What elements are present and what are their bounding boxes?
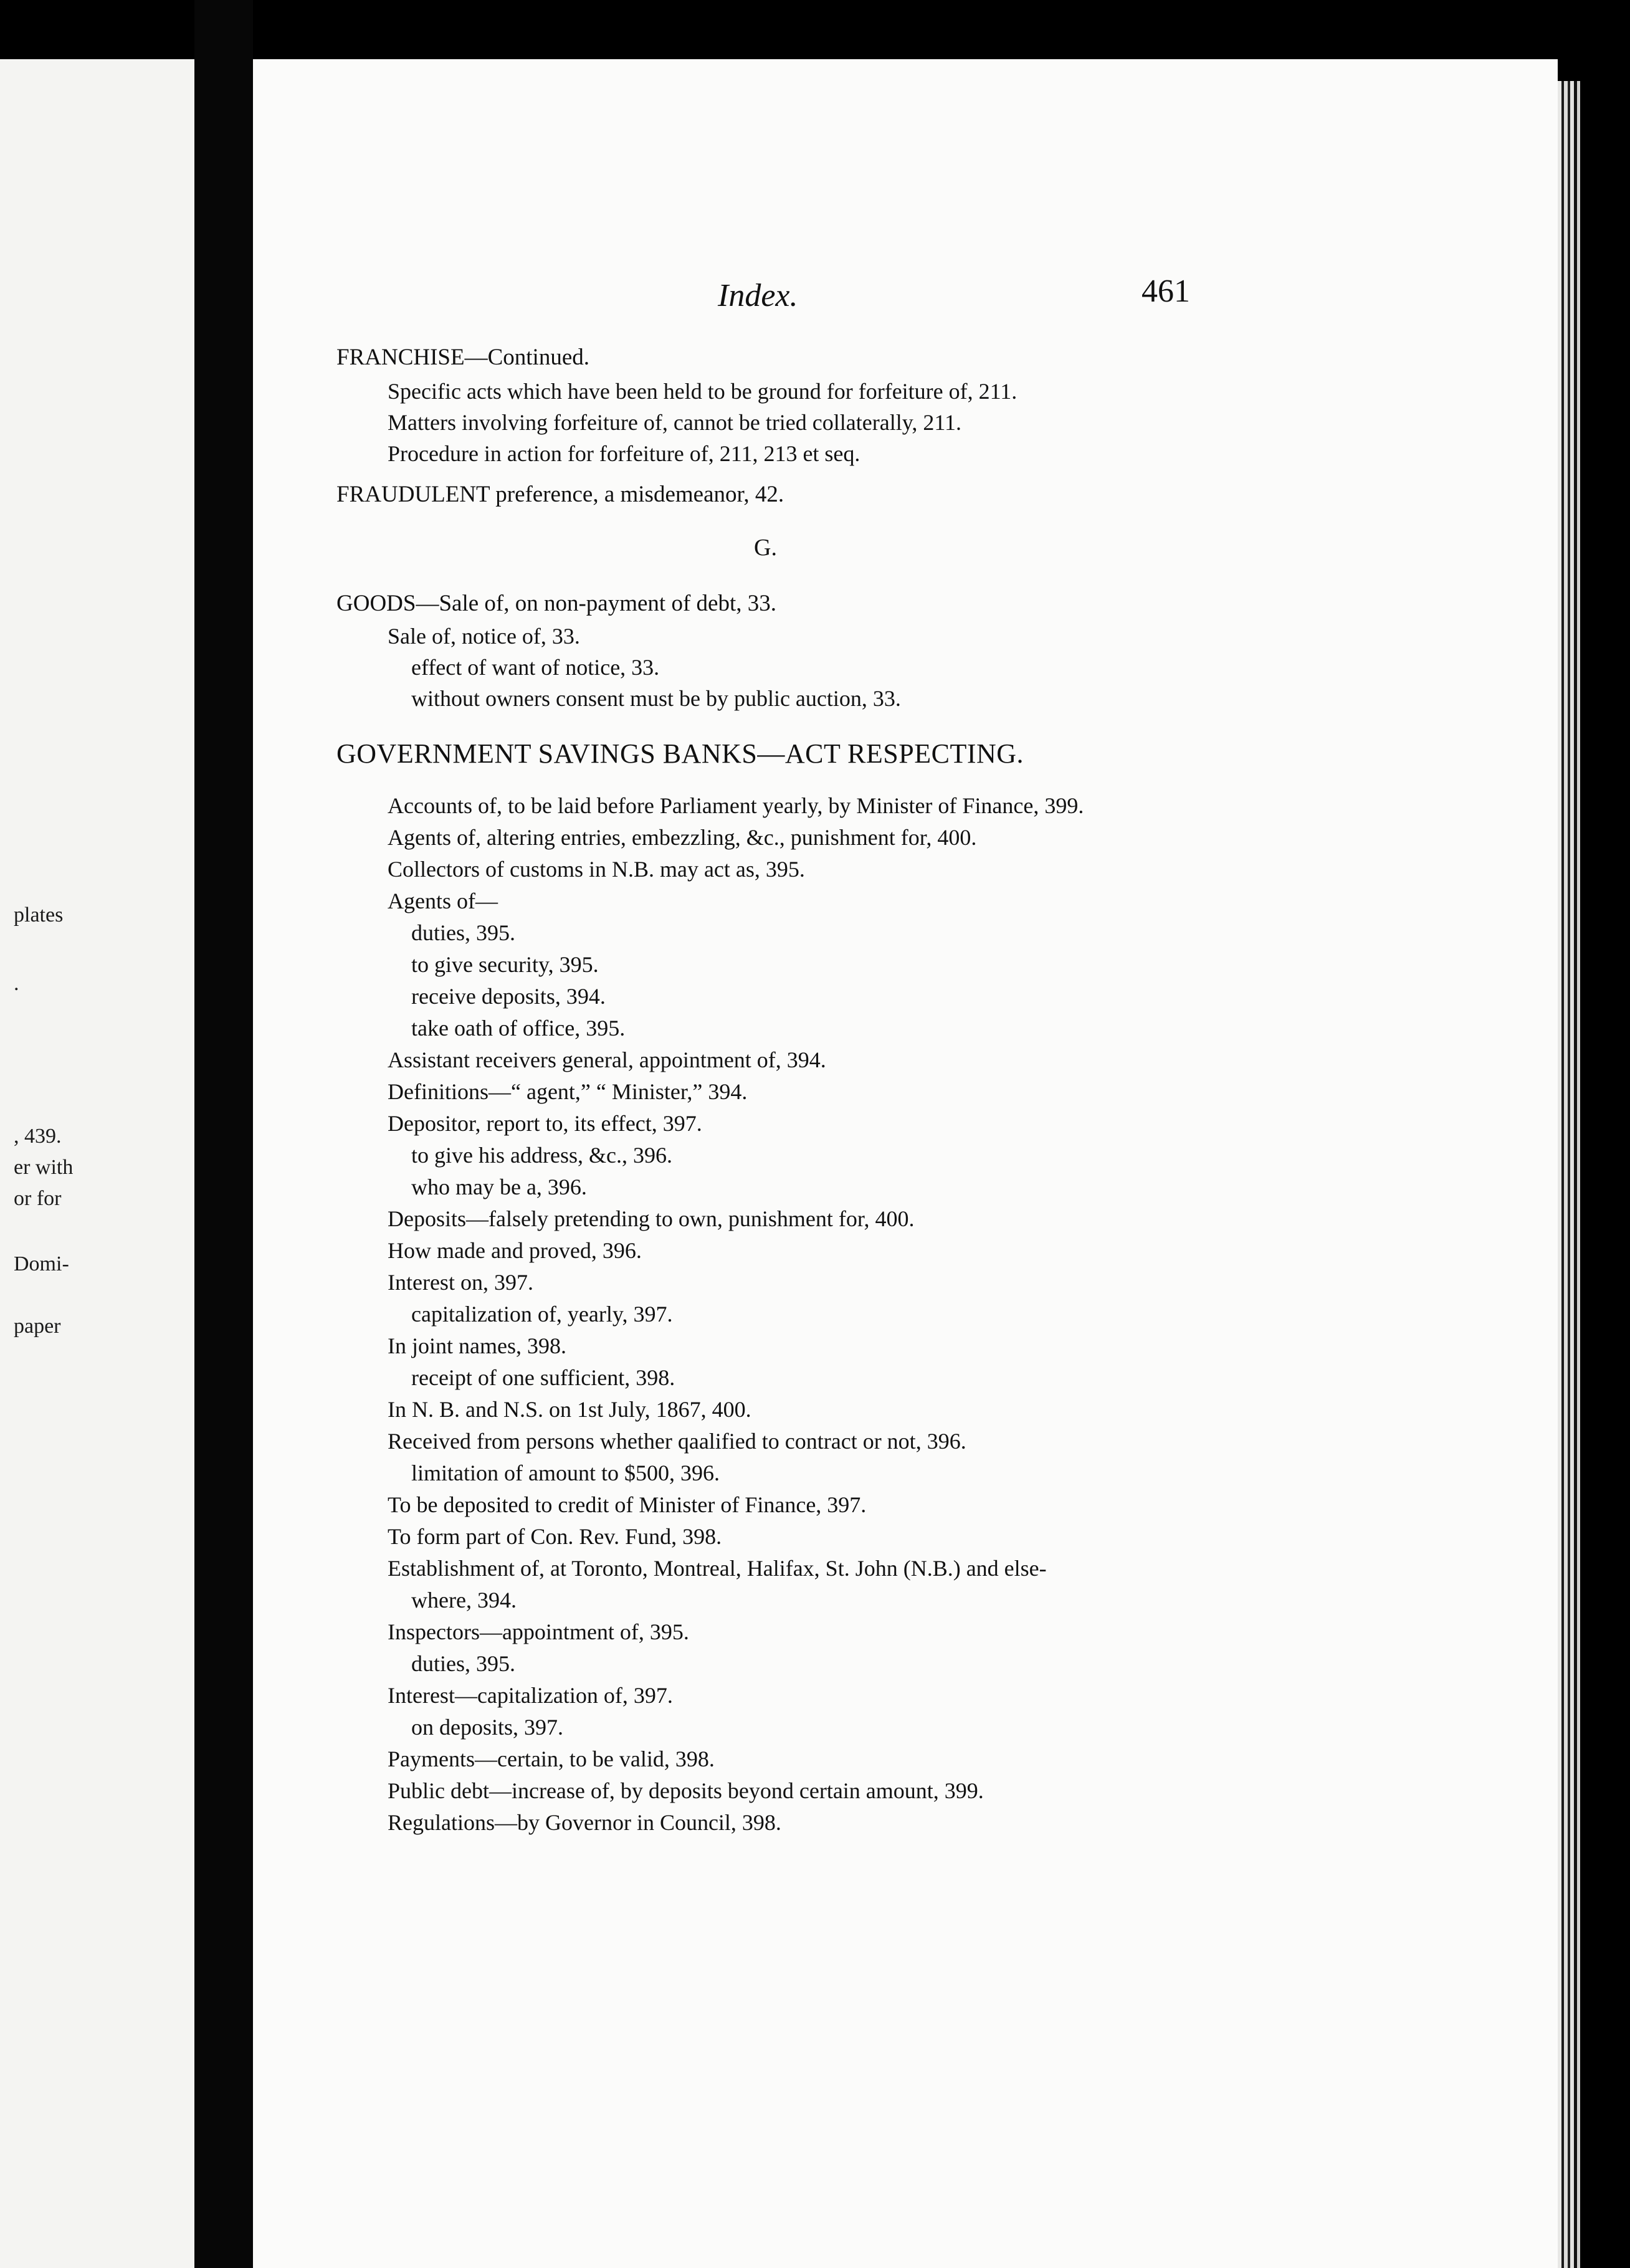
index-subentry: Establishment of, at Toronto, Montreal, Halifax, St. John (N.B.) and else-: [388, 1556, 1047, 1581]
index-subentry: Accounts of, to be laid before Parliament yearly, by Minister of Finance, 399.: [388, 793, 1084, 818]
index-heading: GOODS—Sale of, on non-payment of debt, 33.: [336, 591, 776, 616]
left-page-fragment-text: .: [14, 972, 19, 995]
index-subentry: where, 394.: [411, 1588, 517, 1613]
index-subentry: Regulations—by Governor in Council, 398.: [388, 1810, 781, 1835]
index-subentry: duties, 395.: [411, 920, 515, 945]
index-subentry: Agents of, altering entries, embezzling, &c., punishment for, 400.: [388, 825, 977, 850]
section-title: GOVERNMENT SAVINGS BANKS—ACT RESPECTING.: [336, 738, 1024, 769]
running-header-title: Index.: [718, 278, 798, 313]
index-subentry: limitation of amount to $500, 396.: [411, 1460, 720, 1485]
index-subentry: Specific acts which have been held to be ground for forfeiture of, 211.: [388, 379, 1018, 404]
page-number: 461: [1141, 274, 1190, 309]
index-subentry: Sale of, notice of, 33.: [388, 624, 580, 649]
index-subentry: Definitions—“ agent,” “ Minister,” 394.: [388, 1079, 748, 1104]
index-heading: FRAUDULENT preference, a misdemeanor, 42.: [336, 482, 784, 507]
index-subentry: Depositor, report to, its effect, 397.: [388, 1111, 702, 1136]
index-subentry: receipt of one sufficient, 398.: [411, 1365, 675, 1390]
index-subentry: to give security, 395.: [411, 952, 599, 977]
index-subentry: to give his address, &c., 396.: [411, 1143, 672, 1168]
left-page-fragment-text: paper: [14, 1315, 61, 1338]
index-subentry: Agents of—: [388, 889, 498, 913]
index-subentry: In joint names, 398.: [388, 1333, 566, 1358]
index-subentry: Interest—capitalization of, 397.: [388, 1683, 673, 1708]
index-subentry: Procedure in action for forfeiture of, 211, 213 et seq.: [388, 441, 860, 466]
index-subentry: Collectors of customs in N.B. may act as, 395.: [388, 857, 805, 882]
index-subentry: who may be a, 396.: [411, 1174, 587, 1199]
index-subentry: Deposits—falsely pretending to own, punishment for, 400.: [388, 1206, 915, 1231]
index-subentry: Inspectors—appointment of, 395.: [388, 1619, 689, 1644]
index-subentry: duties, 395.: [411, 1651, 515, 1676]
index-subentry: In N. B. and N.S. on 1st July, 1867, 400.: [388, 1397, 751, 1422]
index-subentry: To be deposited to credit of Minister of Finance, 397.: [388, 1492, 867, 1517]
index-subentry: Received from persons whether qaalified to contract or not, 396.: [388, 1429, 966, 1454]
index-subentry: How made and proved, 396.: [388, 1238, 642, 1263]
index-subentry: receive deposits, 394.: [411, 984, 606, 1009]
page-edge: [1558, 81, 1583, 2268]
index-subentry: Assistant receivers general, appointment of, 394.: [388, 1047, 826, 1072]
left-page-fragment-text: er with: [14, 1156, 74, 1179]
left-page-fragment-text: Domi-: [14, 1252, 69, 1275]
index-subentry: without owners consent must be by public auction, 33.: [411, 686, 901, 711]
index-subentry: Interest on, 397.: [388, 1270, 533, 1295]
index-subentry: Matters involving forfeiture of, cannot be tried collaterally, 211.: [388, 410, 962, 435]
left-page-fragment-text: or for: [14, 1187, 62, 1210]
left-page-fragment-text: plates: [14, 903, 64, 927]
index-subentry: Public debt—increase of, by deposits beyond certain amount, 399.: [388, 1778, 984, 1803]
book-gutter: [194, 0, 253, 2268]
index-subentry: To form part of Con. Rev. Fund, 398.: [388, 1524, 722, 1549]
index-subentry: on deposits, 397.: [411, 1715, 564, 1740]
section-letter: G.: [754, 535, 777, 561]
index-subentry: effect of want of notice, 33.: [411, 655, 660, 680]
index-subentry: take oath of office, 395.: [411, 1016, 626, 1041]
index-heading: FRANCHISE—Continued.: [336, 345, 590, 370]
index-subentry: Payments—certain, to be valid, 398.: [388, 1746, 715, 1771]
index-subentry: capitalization of, yearly, 397.: [411, 1302, 673, 1327]
left-page-fragment-text: , 439.: [14, 1125, 62, 1148]
